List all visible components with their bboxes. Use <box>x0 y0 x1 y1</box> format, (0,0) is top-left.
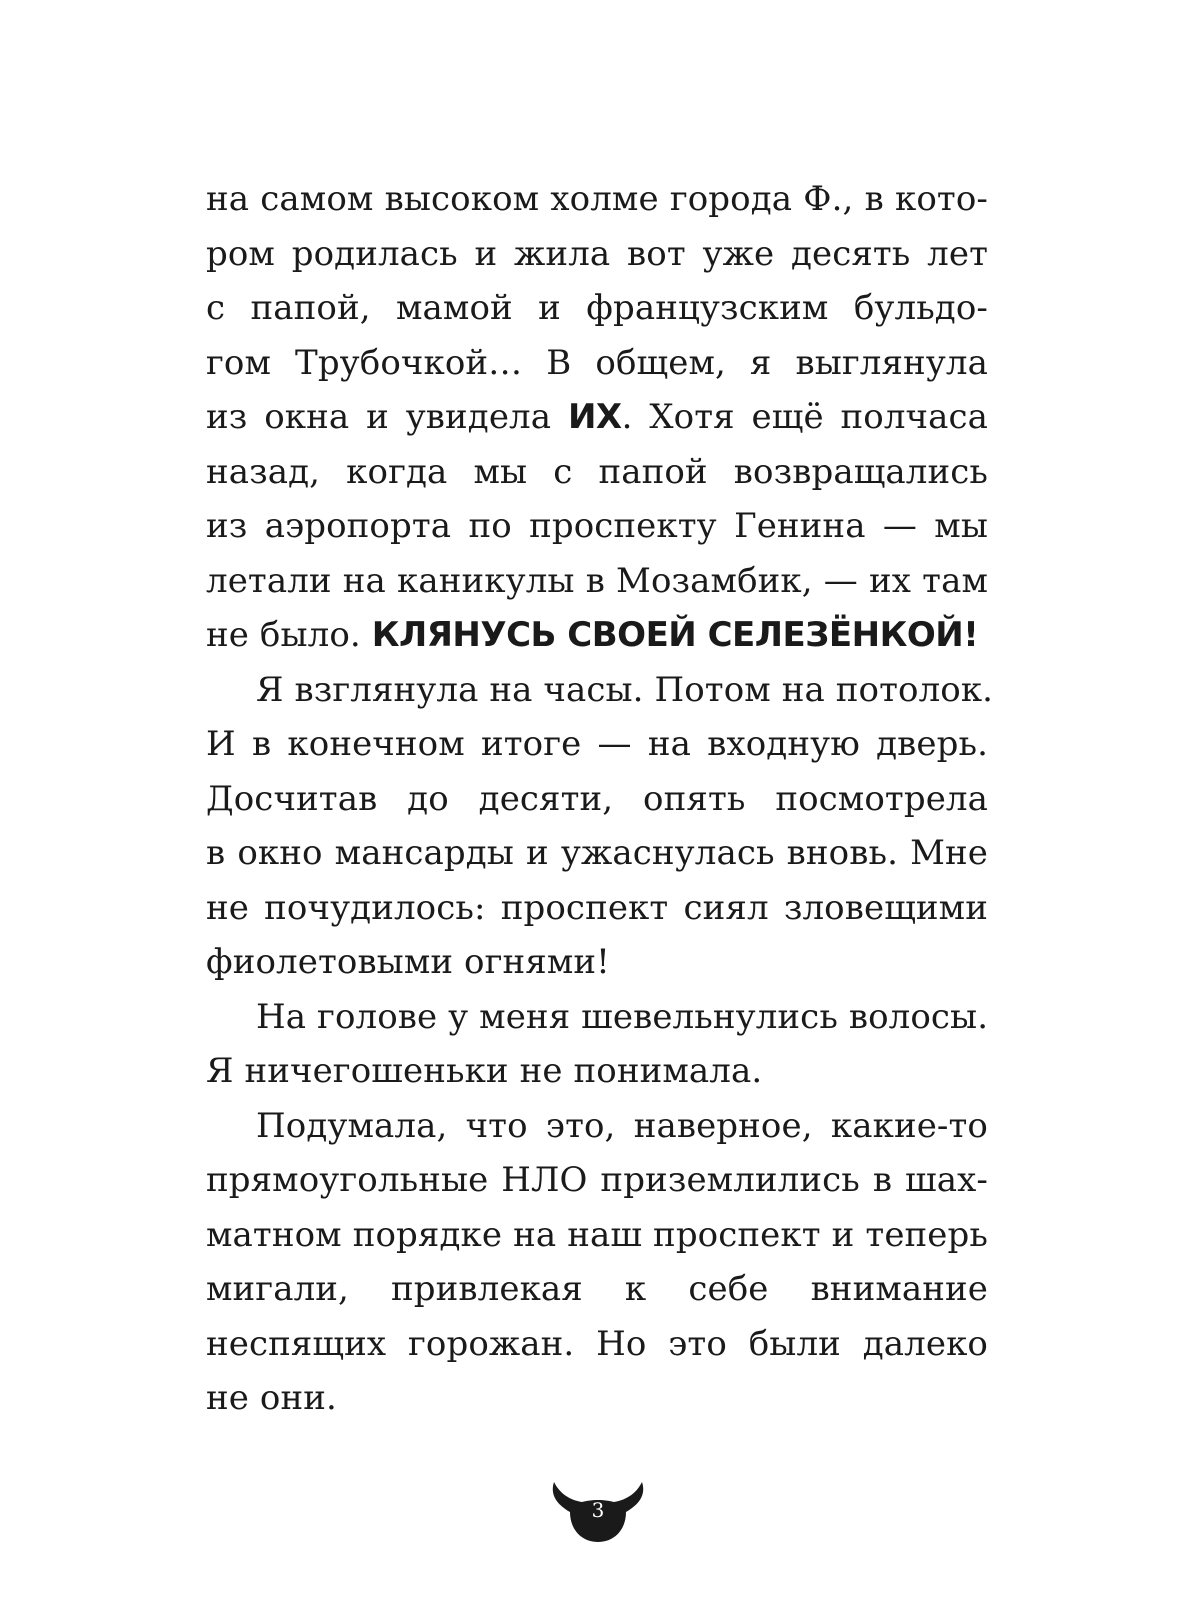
text-line: неспящих горожан. Но это были далеко <box>206 1323 988 1364</box>
body-text <box>206 172 994 1426</box>
text-line: на самом высоком холме города Ф., в кото- <box>206 179 988 219</box>
text-line: из аэропорта по проспекту Генина — мы <box>206 506 988 546</box>
page-number: 3 <box>591 1498 605 1522</box>
text-line: не почудилось: проспект сиял зловещими <box>206 887 988 928</box>
text-line: На голове у меня шевельнулись волосы. <box>256 996 989 1037</box>
bold-emphasis: КЛЯНУСЬ СВОЕЙ СЕЛЕЗЁНКОЙ! <box>371 615 979 655</box>
page-number-badge <box>548 1480 648 1550</box>
text-line: в окно мансарды и ужаснулась вновь. Мне <box>206 833 988 873</box>
text-line: И в конечном итоге — на входную дверь. <box>206 724 988 764</box>
text-line: летали на каникулы в Мозамбик, — их там <box>206 560 988 601</box>
text-line: Подумала, что это, наверное, какие-то <box>256 1105 988 1146</box>
text-line: не было. КЛЯНУСЬ СВОЕЙ СЕЛЕЗЁНКОЙ! <box>206 615 979 655</box>
bold-emphasis: ИХ <box>567 397 622 437</box>
text-line: Я ничегошеньки не понимала. <box>206 1051 763 1091</box>
text-line: мигали, привлекая к себе внимание <box>206 1269 988 1309</box>
text-line: гом Трубочкой… В общем, я выглянула <box>206 342 988 383</box>
text-line: ром родилась и жила вот уже десять лет <box>206 233 988 274</box>
text-line: Досчитав до десяти, опять посмотрела <box>206 778 988 819</box>
text-line: прямоугольные НЛО приземлились в шах- <box>206 1160 988 1200</box>
text-line: назад, когда мы с папой возвращались <box>206 451 988 492</box>
text-line: фиолетовыми огнями! <box>206 942 610 982</box>
text-line: из окна и увидела ИХ. Хотя ещё полчаса <box>206 397 989 437</box>
text-line: Я взглянула на часы. Потом на потолок. <box>256 669 994 710</box>
text-line: не они. <box>206 1378 337 1418</box>
text-line: матном порядке на наш проспект и теперь <box>206 1214 988 1255</box>
text-line: с папой, мамой и французским бульдо- <box>206 288 988 328</box>
